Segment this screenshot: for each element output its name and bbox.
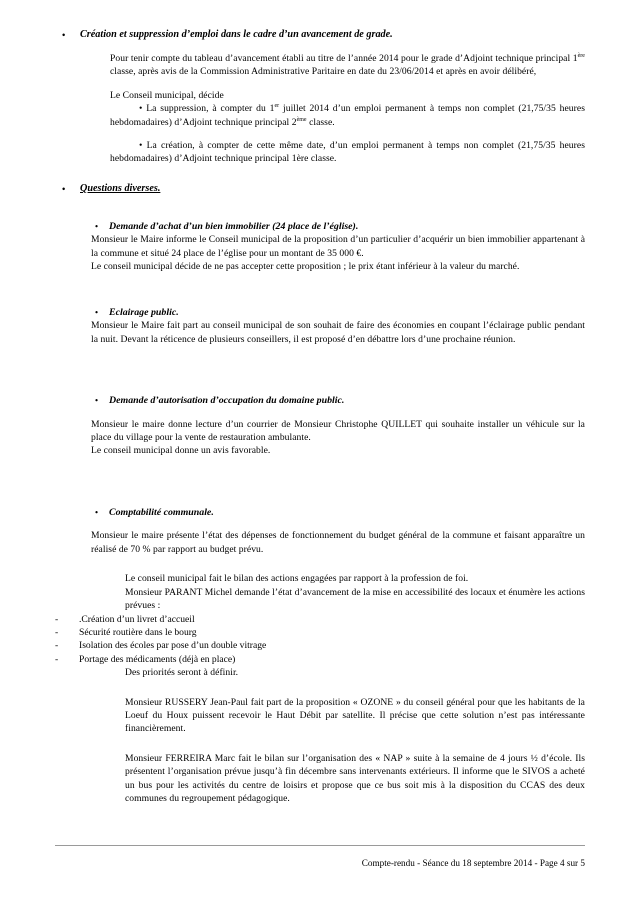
sub-bullet-icon-creation: • (139, 140, 143, 152)
heading-eclairage-public-label: Eclairage public. (109, 306, 179, 318)
heading-creation-suppression-label: Création et suppression d’emploi dans le cadre d’un avancement de grade. (80, 29, 393, 40)
para-suppression (110, 102, 585, 129)
spacer (55, 378, 585, 394)
superscript-er: er (274, 103, 280, 110)
spacer (55, 490, 585, 506)
list-item-label: Portage des médicaments (déjà en place) (79, 653, 236, 665)
heading-comptabilite-communale-label: Comptabilité communale. (109, 506, 214, 518)
para-achat-decision: Le conseil municipal décide de ne pas accepter cette proposition ; le prix étant inférieur à la valeur du marché. (91, 261, 520, 273)
list-item (55, 626, 585, 639)
list-item-label: Sécurité routière dans le bourg (79, 626, 197, 638)
para-ferreira-nap: Monsieur FERREIRA Marc fait le bilan sur l’organisation des « NAP » suite à la semaine de 4 jours ½ d’école. Ils présentent l’organisation prévue jusqu’à fin décembre sans intervenants extérieurs. Il informe que le SIVOS a acheté un bus pour les activités du centre de loisirs et propose que ce bus soit mis à la disposition du CCAS des deux communes du regroupement pédagogique. (125, 752, 585, 804)
para-priorites: Des priorités seront à définir. (125, 667, 239, 679)
para-occupation-avis: Le conseil municipal donne un avis favorable. (91, 445, 271, 457)
heading-occupation-domaine-public (93, 394, 585, 408)
spacer (55, 129, 585, 139)
heading-occupation-domaine-public-label: Demande d’autorisation d’occupation du domaine public. (109, 395, 345, 407)
spacer (55, 519, 585, 529)
heading-creation-suppression (55, 28, 585, 42)
para-bilan-actions: Le conseil municipal fait le bilan des actions engagées par rapport à la profession de foi. (125, 573, 469, 585)
heading-comptabilite-communale (93, 506, 585, 520)
heading-questions-diverses (55, 182, 585, 196)
para-suppression-part1: La suppression, à compter du 1 (146, 103, 275, 115)
para-suppression-part2: juillet 2014 d’un emploi permanent à temps non complet (21,75/35 heures hebdomadaires) d’Adjoint technique principal 2 (110, 103, 585, 128)
spacer (55, 408, 585, 418)
para-russery-ozone: Monsieur RUSSERY Jean-Paul fait part de la proposition « OZONE » du conseil général pour que les habitants de la Loeuf du Houx puissent recevoir le Haut Débit par satellite. Il précise que cette solution n’est pas intéressante financièrement. (125, 696, 585, 735)
bullet-icon: • (62, 30, 66, 40)
spacer (55, 736, 585, 752)
para-occupation-courrier: Monsieur le maire donne lecture d’un courrier de Monsieur Christophe QUILLET qui souhaite installer un véhicule sur la place du village pour la vente de restauration ambulante. (91, 418, 585, 444)
dash-icon: - (55, 640, 59, 652)
para-eclairage-public: Monsieur le Maire fait part au conseil municipal de son souhait de faire des économies en coupant l’éclairage public pendant la nuit. Devant la réticence de plusieurs conseillers, il est proposé d’en débattre lors d’une prochaine réunion. (91, 320, 585, 345)
spacer (55, 274, 585, 306)
dash-icon: - (55, 613, 59, 625)
bullet-icon: • (95, 396, 98, 406)
list-item-label: .Création d’un livret d’accueil (79, 613, 195, 625)
spacer (55, 346, 585, 378)
heading-eclairage-public (93, 306, 585, 320)
list-item (55, 639, 585, 652)
footer-label: Compte-rendu - Séance du 18 septembre 2014 - Page 4 sur 5 (361, 858, 585, 868)
dash-icon: - (55, 626, 59, 638)
sub-bullet-icon-suppression: • (139, 103, 143, 115)
spacer (55, 79, 585, 89)
list-item (55, 653, 585, 666)
footer-divider (55, 845, 585, 846)
spacer (55, 166, 585, 182)
para-tableau-avancement-part2: classe, après avis de la Commission Administrative Paritaire en date du 23/06/2014 et après en avoir délibéré, (110, 66, 537, 78)
para-depenses-fonctionnement: Monsieur le maire présente l’état des dépenses de fonctionnement du budget général de la commune et faisant apparaître un réalisé de 70 % par rapport au budget prévu. (91, 530, 585, 555)
bullet-icon: • (95, 221, 98, 231)
para-creation (110, 139, 585, 166)
para-tableau-avancement-part1: Pour tenir compte du tableau d’avancement établi au titre de l’année 2014 pour le grade d’Adjoint technique principal 1 (110, 53, 578, 64)
heading-achat-bien-immobilier (93, 220, 585, 234)
spacer (55, 556, 585, 572)
superscript-ere: ère (577, 52, 585, 59)
para-suppression-part3: classe. (306, 116, 335, 128)
bullet-icon: • (95, 307, 98, 317)
heading-questions-diverses-label: Questions diverses. (80, 182, 161, 194)
spacer (55, 196, 585, 220)
spacer (55, 42, 585, 52)
para-achat-proposition: Monsieur le Maire informe le Conseil municipal de la proposition d’un particulier d’acquérir un bien immobilier appartenant à la commune et situé 24 place de l’église pour un montant de 35 000 €. (91, 234, 585, 259)
spacer (55, 458, 585, 490)
superscript-eme: ème (296, 116, 307, 123)
para-parant-accessibilite: Monsieur PARANT Michel demande l’état d’avancement de la mise en accessibilité des locaux et énumère les actions prévues : (125, 586, 585, 612)
page-footer (55, 845, 585, 869)
para-creation-text: La création, à compter de cette même date, d’un emploi permanent à temps non complet (21,75/35 heures hebdomadaires) d’Adjoint technique principal 1ère classe. (110, 140, 585, 165)
bullet-icon: • (62, 183, 66, 194)
list-item-label: Isolation des écoles par pose d’un double vitrage (79, 640, 267, 652)
list-item (55, 613, 585, 626)
actions-prevues-list (55, 613, 585, 667)
para-tableau-avancement (110, 52, 585, 79)
dash-icon: - (55, 653, 59, 665)
heading-achat-bien-immobilier-label: Demande d’achat d’un bien immobilier (24 place de l’église). (109, 220, 359, 232)
para-conseil-decide: Le Conseil municipal, décide (110, 89, 224, 101)
bullet-icon: • (95, 507, 98, 517)
spacer (55, 680, 585, 696)
